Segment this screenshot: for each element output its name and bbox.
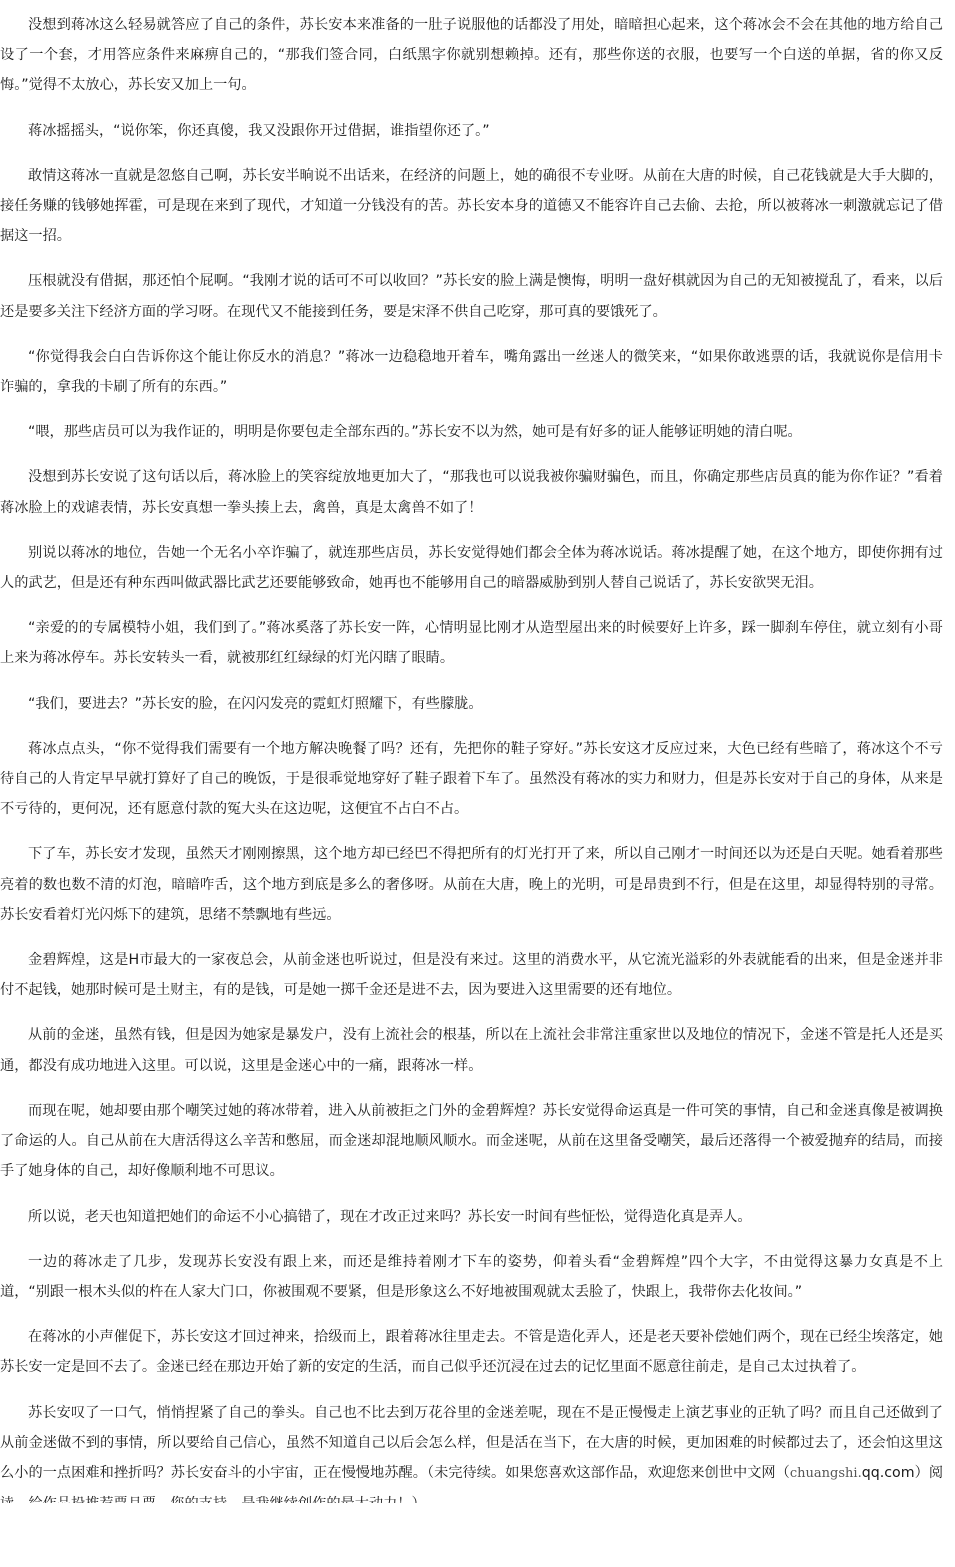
paragraph: 蒋冰点点头，“你不觉得我们需要有一个地方解决晚餐了吗？还有，先把你的鞋子穿好。”苏长安这才反应过来，大色已经有些暗了，蒋冰这个不亏待自己的人肯定早早就打算好了自己的晚饭，于是很乖觉地穿好了鞋子跟着下车了。虽然没有蒋冰的实力和财力，但是苏长安对于自己的身体，从来是不亏待的，更何况，还有愿意付款的冤大头在这边呢，这便宜不占白不占。 xyxy=(0,740,943,818)
last-paragraph xyxy=(0,1398,943,1520)
paragraph: 敢情这蒋冰一直就是忽悠自己啊，苏长安半晌说不出话来，在经济的问题上，她的确很不专业呀。从前在大唐的时候，自己花钱就是大手大脚的，接任务赚的钱够她挥霍，可是现在来到了现代，才知道一分钱没有的苦。苏长安本身的道德又不能容许自己去偷、去抢，所以被蒋冰一刺激就忘记了借据这一招。 xyxy=(0,167,943,245)
paragraph: “你觉得我会白白告诉你这个能让你反水的消息？”蒋冰一边稳稳地开着车，嘴角露出一丝迷人的微笑来，“如果你敢逃票的话，我就说你是信用卡诈骗的，拿我的卡刷了所有的东西。” xyxy=(0,348,943,396)
paragraph: 在蒋冰的小声催促下，苏长安这才回过神来，拾级而上，跟着蒋冰往里走去。不管是造化弄人，还是老天要补偿她们两个，现在已经尘埃落定，她苏长安一定是回不去了。金迷已经在那边开始了新的安定的生活，而自己似乎还沉浸在过去的记忆里面不愿意往前走，是自己太过执着了。 xyxy=(0,1329,943,1376)
last-paragraph-tail: qq.com）阅 xyxy=(861,1464,944,1481)
paragraph: 蒋冰摇摇头，“说你笨，你还真傻，我又没跟你开过借据，谁指望你还了。” xyxy=(28,122,490,139)
site-link[interactable]: chuangshi. xyxy=(789,1465,862,1481)
paragraph: “我们，要进去？”苏长安的脸，在闪闪发亮的霓虹灯照耀下，有些朦胧。 xyxy=(28,695,483,712)
paragraph: 下了车，苏长安才发现，虽然天才刚刚擦黑，这个地方却已经巴不得把所有的灯光打开了来，所以自己刚才一时间还以为还是白天呢。她看着那些亮着的数也数不清的灯泡，暗暗咋舌，这个地方到底是多么的奢侈呀。从前在大唐，晚上的光明，可是昂贵到不行，但是在这里，却显得特别的寻常。苏长安看着灯光闪烁下的建筑，思绪不禁飘地有些远。 xyxy=(0,846,943,923)
paragraph: 压根就没有借据，那还怕个屁啊。“我刚才说的话可不可以收回？”苏长安的脸上满是懊悔，明明一盘好棋就因为自己的无知被搅乱了，看来，以后还是要多关注下经济方面的学习呀。在现代又不能接到任务，要是宋泽不供自己吃穿，那可真的要饿死了。 xyxy=(0,273,943,320)
paragraph: 从前的金迷，虽然有钱，但是因为她家是暴发户，没有上流社会的根基，所以在上流社会非常注重家世以及地位的情况下，金迷不管是托人还是买通，都没有成功地进入这里。可以说，这里是金迷心中的一痛，跟蒋冰一样。 xyxy=(0,1027,943,1074)
last-paragraph-text: 苏长安叹了一口气，悄悄捏紧了自己的拳头。自己也不比去到万花谷里的金迷差呢，现在不是正慢慢走上演艺事业的正轨了吗？而且自己还做到了从前金迷做不到的事情，所以要给自己信心，虽然不知道自己以后会怎么样，但是活在当下，在大唐的时候，更加困难的时候都过去了，还会怕这里这么小的一点困难和挫折吗？苏长安奋斗的小宇宙，正在慢慢地苏醒。（未完待续。如果您喜欢这部作品，欢迎您来创世中文网（ xyxy=(0,1404,943,1481)
paragraph: “喂，那些店员可以为我作证的，明明是你要包走全部东西的。”苏长安不以为然，她可是有好多的证人能够证明她的清白呢。 xyxy=(28,424,802,441)
paragraph: 而现在呢，她却要由那个嘲笑过她的蒋冰带着，进入从前被拒之门外的金碧辉煌？苏长安觉得命运真是一件可笑的事情，自己和金迷真像是被调换了命运的人。自己从前在大唐活得这么辛苦和憋屈，而金迷却混地顺风顺水。而金迷呢，从前在这里备受嘲笑，最后还落得一个被爱抛弃的结局，而接手了她身体的自己，却好像顺利地不可思议。 xyxy=(0,1102,943,1180)
paragraph: 所以说，老天也知道把她们的命运不小心搞错了，现在才改正过来吗？苏长安一时间有些怔忪，觉得造化真是弄人。 xyxy=(28,1208,752,1225)
paragraph: 金碧辉煌，这是H市最大的一家夜总会，从前金迷也听说过，但是没有来过。这里的消费水平，从它流光溢彩的外表就能看的出来，但是金迷并非付不起钱，她那时候可是土财主，有的是钱，可是她一掷千金还是进不去，因为要进入这里需要的还有地位。 xyxy=(0,952,943,999)
article-body xyxy=(0,10,943,1534)
paragraph: 没想到苏长安说了这句话以后，蒋冰脸上的笑容绽放地更加大了，“那我也可以说我被你骗财骗色，而且，你确定那些店员真的能为你作证？”看着蒋冰脸上的戏谑表情，苏长安真想一拳头揍上去，禽兽，真是太禽兽不如了！ xyxy=(0,469,943,516)
paragraph: 一边的蒋冰走了几步，发现苏长安没有跟上来，而还是维持着刚才下车的姿势，仰着头看“金碧辉煌”四个大字，不由觉得这暴力女真是不上道，“别跟一根木头似的杵在人家大门口，你被围观不要紧，但是形象这么不好地被围观就太丢脸了，快跟上，我带你去化妆间。” xyxy=(0,1253,943,1300)
paragraph: “亲爱的的专属模特小姐，我们到了。”蒋冰奚落了苏长安一阵，心情明显比刚才从造型屋出来的时候要好上许多，踩一脚刹车停住，就立刻有小哥上来为蒋冰停车。苏长安转头一看，就被那红红绿绿的灯光闪瞎了眼睛。 xyxy=(0,620,943,667)
paragraph: 没想到蒋冰这么轻易就答应了自己的条件，苏长安本来准备的一肚子说服他的话都没了用处，暗暗担心起来，这个蒋冰会不会在其他的地方给自己设了一个套，才用答应条件来麻痹自己的，“那我们签合同，白纸黑字你就别想赖掉。还有，那些你送的衣服，也要写一个白送的单据，省的你又反悔。”觉得不太放心，苏长安又加上一句。 xyxy=(0,17,943,94)
page-cutoff xyxy=(0,1503,955,1567)
paragraph: 别说以蒋冰的地位，告她一个无名小卒诈骗了，就连那些店员，苏长安觉得她们都会全体为蒋冰说话。蒋冰提醒了她，在这个地方，即使你拥有过人的武艺，但是还有种东西叫做武器比武艺还要能够致命，她再也不能够用自己的暗器威胁到别人替自己说话了，苏长安欲哭无泪。 xyxy=(0,544,943,592)
